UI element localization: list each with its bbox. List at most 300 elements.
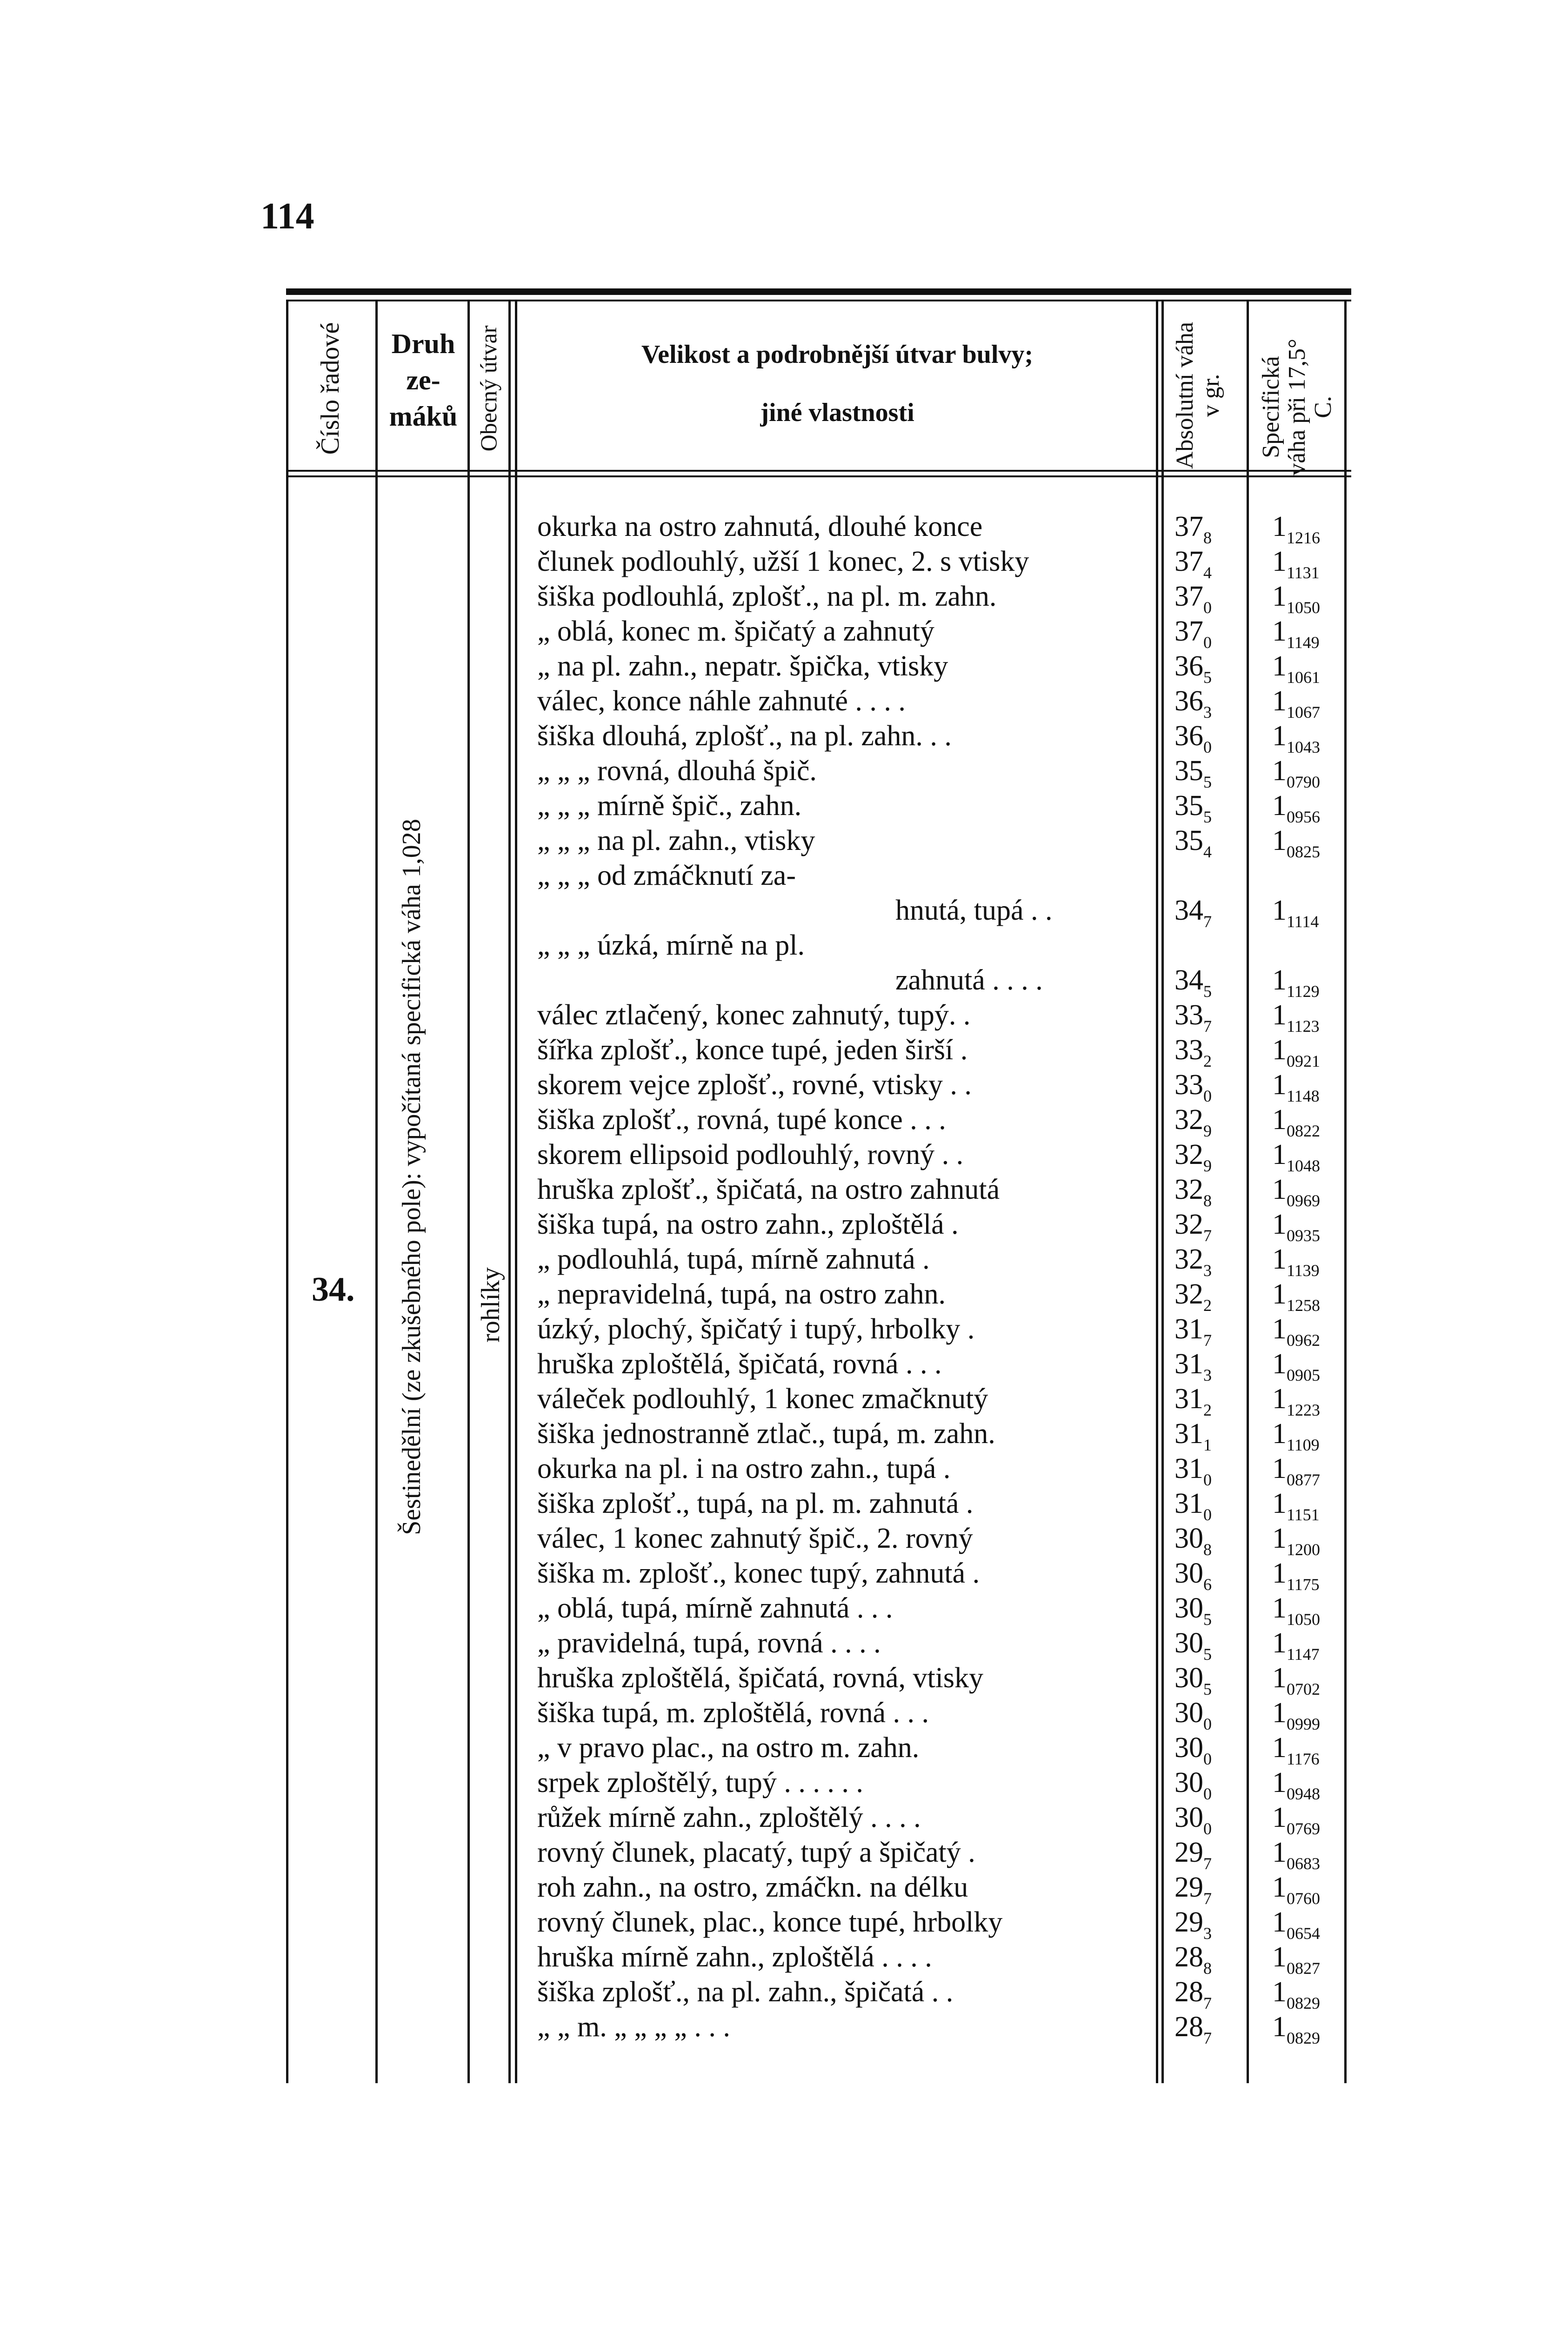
specific-weight-decimal: 1200 bbox=[1287, 1540, 1320, 1559]
table-row bbox=[286, 1940, 1351, 1978]
table-row bbox=[286, 823, 1351, 861]
specific-weight-decimal: 0790 bbox=[1287, 773, 1320, 791]
specific-weight-decimal: 1123 bbox=[1287, 1017, 1320, 1036]
absolute-weight-decimal: 5 bbox=[1203, 982, 1212, 1001]
specific-weight-decimal: 0654 bbox=[1287, 1924, 1320, 1943]
row-absolute-weight bbox=[1174, 1312, 1244, 1350]
specific-weight-decimal: 1043 bbox=[1287, 738, 1320, 756]
specific-weight-decimal: 0822 bbox=[1287, 1122, 1320, 1140]
row-specific-weight bbox=[1272, 893, 1351, 931]
absolute-weight-int: 34 bbox=[1174, 895, 1203, 926]
specific-weight-int: 1 bbox=[1272, 964, 1287, 996]
specific-weight-decimal: 0702 bbox=[1287, 1680, 1320, 1698]
header-specific-weight-text: Specifická váha při 17,5° C. bbox=[1258, 339, 1336, 475]
absolute-weight-int: 28 bbox=[1174, 1941, 1203, 1973]
row-absolute-weight bbox=[1174, 1870, 1244, 1908]
row-description: šířka zplošť., konce tupé, jeden širší . bbox=[537, 1034, 968, 1066]
specific-weight-int: 1 bbox=[1272, 999, 1287, 1031]
row-specific-weight bbox=[1272, 1451, 1351, 1489]
specific-weight-int: 1 bbox=[1272, 1139, 1287, 1170]
row-specific-weight bbox=[1272, 858, 1351, 893]
row-specific-weight bbox=[1272, 614, 1351, 652]
absolute-weight-int: 36 bbox=[1174, 685, 1203, 717]
table-row bbox=[286, 963, 1351, 1001]
row-absolute-weight bbox=[1174, 998, 1244, 1036]
specific-weight-decimal: 0905 bbox=[1287, 1366, 1320, 1384]
absolute-weight-decimal: 3 bbox=[1203, 703, 1212, 722]
row-specific-weight bbox=[1272, 719, 1351, 754]
specific-weight-decimal: 1131 bbox=[1287, 563, 1320, 582]
row-description: šiška tupá, na ostro zahn., zploštělá . bbox=[537, 1209, 959, 1240]
absolute-weight-decimal: 0 bbox=[1203, 1087, 1212, 1105]
table-row bbox=[286, 1242, 1351, 1280]
absolute-weight-decimal: 7 bbox=[1203, 1889, 1212, 1908]
absolute-weight-int: 35 bbox=[1174, 790, 1203, 822]
specific-weight-int: 1 bbox=[1272, 581, 1287, 612]
absolute-weight-int: 30 bbox=[1174, 1627, 1203, 1659]
row-specific-weight bbox=[1272, 544, 1351, 582]
row-absolute-weight bbox=[1174, 544, 1244, 582]
row-absolute-weight bbox=[1174, 893, 1244, 931]
table-row bbox=[286, 1521, 1351, 1559]
specific-weight-int: 1 bbox=[1272, 1557, 1287, 1589]
absolute-weight-decimal: 2 bbox=[1203, 1401, 1212, 1419]
specific-weight-decimal: 1050 bbox=[1287, 1610, 1320, 1629]
row-specific-weight bbox=[1272, 754, 1351, 789]
absolute-weight-int: 31 bbox=[1174, 1383, 1203, 1415]
table-row bbox=[286, 1626, 1351, 1664]
row-specific-weight bbox=[1272, 1905, 1351, 1943]
row-specific-weight bbox=[1272, 1835, 1351, 1873]
row-description: růžek mírně zahn., zploštělý . . . . bbox=[537, 1802, 921, 1833]
row-specific-weight bbox=[1272, 1556, 1351, 1594]
absolute-weight-int: 28 bbox=[1174, 2011, 1203, 2043]
table-row bbox=[286, 1661, 1351, 1696]
table-row bbox=[286, 1731, 1351, 1768]
row-absolute-weight bbox=[1174, 1347, 1244, 1382]
absolute-weight-int: 29 bbox=[1174, 1871, 1203, 1903]
header-rule-2 bbox=[286, 475, 1351, 477]
row-description: šiška zplošť., tupá, na pl. m. zahnutá . bbox=[537, 1488, 974, 1519]
table-row bbox=[286, 1103, 1351, 1140]
absolute-weight-decimal: 5 bbox=[1203, 773, 1212, 791]
absolute-weight-int: 30 bbox=[1174, 1523, 1203, 1554]
row-description: hruška zploštělá, špičatá, rovná . . . bbox=[537, 1348, 942, 1380]
row-absolute-weight bbox=[1174, 1800, 1244, 1838]
row-description: úzký, plochý, špičatý i tupý, hrbolky . bbox=[537, 1313, 975, 1345]
specific-weight-decimal: 0683 bbox=[1287, 1854, 1320, 1873]
absolute-weight-int: 33 bbox=[1174, 999, 1203, 1031]
absolute-weight-decimal: 8 bbox=[1203, 1959, 1212, 1978]
specific-weight-int: 1 bbox=[1272, 511, 1287, 542]
specific-weight-decimal: 0829 bbox=[1287, 1994, 1320, 2012]
table-row bbox=[286, 1172, 1351, 1210]
row-description: „ oblá, tupá, mírně zahnutá . . . bbox=[537, 1592, 893, 1624]
specific-weight-int: 1 bbox=[1272, 1453, 1287, 1484]
table-row bbox=[286, 789, 1351, 826]
absolute-weight-decimal: 5 bbox=[1203, 1645, 1212, 1664]
row-description: zahnutá . . . . bbox=[895, 964, 1043, 996]
row-absolute-weight bbox=[1174, 1451, 1244, 1489]
specific-weight-decimal: 0956 bbox=[1287, 808, 1320, 826]
row-specific-weight bbox=[1272, 963, 1351, 1001]
absolute-weight-decimal: 1 bbox=[1203, 1436, 1212, 1454]
absolute-weight-decimal: 9 bbox=[1203, 1122, 1212, 1140]
absolute-weight-int: 31 bbox=[1174, 1418, 1203, 1450]
absolute-weight-int: 32 bbox=[1174, 1104, 1203, 1136]
absolute-weight-int: 36 bbox=[1174, 720, 1203, 752]
row-absolute-weight bbox=[1174, 1696, 1244, 1731]
table-row bbox=[286, 614, 1351, 652]
specific-weight-decimal: 0825 bbox=[1287, 842, 1320, 861]
header-description-line2: jiné vlastnosti bbox=[760, 398, 914, 427]
specific-weight-decimal: 0948 bbox=[1287, 1785, 1320, 1803]
absolute-weight-decimal: 0 bbox=[1203, 1505, 1212, 1524]
table-row bbox=[286, 1137, 1351, 1175]
row-specific-weight bbox=[1272, 1591, 1351, 1629]
row-absolute-weight bbox=[1174, 684, 1244, 722]
specific-weight-decimal: 0769 bbox=[1287, 1819, 1320, 1838]
row-specific-weight bbox=[1272, 1696, 1351, 1731]
table-row bbox=[286, 1696, 1351, 1731]
specific-weight-int: 1 bbox=[1272, 825, 1287, 856]
specific-weight-int: 1 bbox=[1272, 1976, 1287, 2008]
absolute-weight-int: 33 bbox=[1174, 1069, 1203, 1101]
specific-weight-decimal: 0969 bbox=[1287, 1191, 1320, 1210]
specific-weight-int: 1 bbox=[1272, 615, 1287, 647]
table-row bbox=[286, 649, 1351, 687]
row-description: válec, konce náhle zahnuté . . . . bbox=[537, 685, 906, 717]
row-specific-weight bbox=[1272, 1347, 1351, 1382]
row-specific-weight bbox=[1272, 1417, 1351, 1454]
absolute-weight-decimal: 7 bbox=[1203, 2029, 1212, 2047]
specific-weight-decimal: 1258 bbox=[1287, 1296, 1320, 1315]
specific-weight-int: 1 bbox=[1272, 1209, 1287, 1240]
row-absolute-weight bbox=[1174, 1486, 1244, 1524]
table-row bbox=[286, 1870, 1351, 1908]
table-row bbox=[286, 1451, 1351, 1489]
row-description: roh zahn., na ostro, zmáčkn. na délku bbox=[537, 1871, 968, 1903]
absolute-weight-decimal: 0 bbox=[1203, 1750, 1212, 1768]
absolute-weight-decimal: 3 bbox=[1203, 1261, 1212, 1280]
row-absolute-weight bbox=[1174, 1765, 1244, 1803]
absolute-weight-decimal: 5 bbox=[1203, 1610, 1212, 1629]
row-absolute-weight bbox=[1174, 963, 1244, 1001]
specific-weight-decimal: 1061 bbox=[1287, 668, 1320, 687]
row-specific-weight bbox=[1272, 789, 1351, 826]
specific-weight-int: 1 bbox=[1272, 1802, 1287, 1833]
row-absolute-weight bbox=[1174, 1242, 1244, 1280]
row-description: hruška zplošť., špičatá, na ostro zahnutá bbox=[537, 1174, 1000, 1205]
table-row bbox=[286, 684, 1351, 722]
row-specific-weight bbox=[1272, 2010, 1351, 2045]
specific-weight-int: 1 bbox=[1272, 1278, 1287, 1310]
row-description: váleček podlouhlý, 1 konec zmačknutý bbox=[537, 1383, 988, 1415]
table-row bbox=[286, 2010, 1351, 2045]
row-absolute-weight bbox=[1174, 649, 1244, 687]
row-absolute-weight bbox=[1174, 789, 1244, 826]
specific-weight-decimal: 0877 bbox=[1287, 1470, 1320, 1489]
absolute-weight-decimal: 0 bbox=[1203, 738, 1212, 756]
row-absolute-weight bbox=[1174, 928, 1244, 963]
row-specific-weight bbox=[1272, 1521, 1351, 1559]
row-description: „ v pravo plac., na ostro m. zahn. bbox=[537, 1732, 920, 1764]
absolute-weight-decimal: 7 bbox=[1203, 1331, 1212, 1350]
row-specific-weight bbox=[1272, 649, 1351, 687]
row-absolute-weight bbox=[1174, 719, 1244, 754]
absolute-weight-decimal: 0 bbox=[1203, 1715, 1212, 1733]
top-rule-thick bbox=[286, 288, 1351, 295]
row-description: válec, 1 konec zahnutý špič., 2. rovný bbox=[537, 1523, 973, 1554]
row-description: „ „ „ mírně špič., zahn. bbox=[537, 790, 802, 822]
specific-weight-decimal: 1176 bbox=[1287, 1750, 1320, 1768]
specific-weight-decimal: 0999 bbox=[1287, 1715, 1320, 1733]
row-specific-weight bbox=[1272, 823, 1351, 861]
row-specific-weight bbox=[1272, 1975, 1351, 2010]
row-absolute-weight bbox=[1174, 1207, 1244, 1245]
table-row bbox=[286, 1417, 1351, 1454]
absolute-weight-int: 30 bbox=[1174, 1767, 1203, 1798]
absolute-weight-int: 32 bbox=[1174, 1209, 1203, 1240]
table-row bbox=[286, 1765, 1351, 1803]
specific-weight-int: 1 bbox=[1272, 720, 1287, 752]
row-description: válec ztlačený, konec zahnutý, tupý. . bbox=[537, 999, 971, 1031]
table-row bbox=[286, 1556, 1351, 1594]
row-specific-weight bbox=[1272, 579, 1351, 617]
specific-weight-int: 1 bbox=[1272, 1523, 1287, 1554]
page-number: 114 bbox=[260, 196, 314, 237]
specific-weight-int: 1 bbox=[1272, 1941, 1287, 1973]
row-specific-weight bbox=[1272, 998, 1351, 1036]
row-description: šiška m. zplošť., konec tupý, zahnutá . bbox=[537, 1557, 980, 1589]
specific-weight-int: 1 bbox=[1272, 1697, 1287, 1729]
row-absolute-weight bbox=[1174, 1172, 1244, 1210]
header-common-shape: Obecný útvar bbox=[475, 325, 501, 452]
row-description: „ nepravidelná, tupá, na ostro zahn. bbox=[537, 1278, 946, 1310]
table-row bbox=[286, 1347, 1351, 1382]
absolute-weight-int: 37 bbox=[1174, 511, 1203, 542]
row-description: „ na pl. zahn., nepatr. špička, vtisky bbox=[537, 650, 948, 682]
absolute-weight-decimal: 3 bbox=[1203, 1366, 1212, 1384]
absolute-weight-int: 29 bbox=[1174, 1837, 1203, 1868]
row-description: hruška zploštělá, špičatá, rovná, vtisky bbox=[537, 1662, 984, 1694]
specific-weight-int: 1 bbox=[1272, 650, 1287, 682]
table-row bbox=[286, 1033, 1351, 1068]
table-row bbox=[286, 1591, 1351, 1629]
row-description: rovný člunek, plac., konce tupé, hrbolky bbox=[537, 1906, 1003, 1938]
row-specific-weight bbox=[1272, 1103, 1351, 1140]
specific-weight-decimal: 1109 bbox=[1287, 1436, 1320, 1454]
absolute-weight-decimal: 7 bbox=[1203, 1226, 1212, 1245]
specific-weight-int: 1 bbox=[1272, 1243, 1287, 1275]
specific-weight-decimal: 0921 bbox=[1287, 1052, 1320, 1070]
absolute-weight-int: 30 bbox=[1174, 1697, 1203, 1729]
absolute-weight-decimal: 0 bbox=[1203, 1785, 1212, 1803]
specific-weight-int: 1 bbox=[1272, 1592, 1287, 1624]
table-row bbox=[286, 893, 1351, 931]
row-absolute-weight bbox=[1174, 1626, 1244, 1664]
entry-number: 34. bbox=[312, 1270, 355, 1309]
row-absolute-weight bbox=[1174, 1556, 1244, 1594]
specific-weight-int: 1 bbox=[1272, 1418, 1287, 1450]
specific-weight-decimal: 1151 bbox=[1287, 1505, 1320, 1524]
row-absolute-weight bbox=[1174, 1068, 1244, 1103]
specific-weight-decimal: 1148 bbox=[1287, 1087, 1320, 1105]
row-description: okurka na ostro zahnutá, dlouhé konce bbox=[537, 511, 983, 542]
absolute-weight-int: 31 bbox=[1174, 1348, 1203, 1380]
specific-weight-int: 1 bbox=[1272, 1906, 1287, 1938]
row-absolute-weight bbox=[1174, 1905, 1244, 1943]
specific-weight-decimal: 1216 bbox=[1287, 528, 1320, 547]
row-absolute-weight bbox=[1174, 1661, 1244, 1696]
row-description: šiška zplošť., rovná, tupé konce . . . bbox=[537, 1104, 946, 1136]
table-row bbox=[286, 1068, 1351, 1103]
specific-weight-int: 1 bbox=[1272, 1488, 1287, 1519]
header-description-line1: Velikost a podrobnější útvar bulvy; bbox=[641, 340, 1034, 369]
specific-weight-decimal: 1139 bbox=[1287, 1261, 1320, 1280]
specific-weight-int: 1 bbox=[1272, 790, 1287, 822]
row-specific-weight bbox=[1272, 684, 1351, 722]
row-specific-weight bbox=[1272, 1172, 1351, 1210]
row-specific-weight bbox=[1272, 1486, 1351, 1524]
absolute-weight-decimal: 9 bbox=[1203, 1156, 1212, 1175]
row-specific-weight bbox=[1272, 1870, 1351, 1908]
specific-weight-int: 1 bbox=[1272, 1104, 1287, 1136]
specific-weight-decimal: 0827 bbox=[1287, 1959, 1320, 1978]
row-specific-weight bbox=[1272, 509, 1351, 547]
row-description: hruška mírně zahn., zploštělá . . . . bbox=[537, 1941, 932, 1973]
absolute-weight-int: 37 bbox=[1174, 581, 1203, 612]
table-row bbox=[286, 858, 1351, 893]
table-row bbox=[286, 1800, 1351, 1838]
specific-weight-decimal: 1147 bbox=[1287, 1645, 1320, 1664]
specific-weight-decimal: 1050 bbox=[1287, 598, 1320, 617]
row-description: „ „ „ rovná, dlouhá špič. bbox=[537, 755, 817, 787]
table-row bbox=[286, 1207, 1351, 1245]
specific-weight-int: 1 bbox=[1272, 1174, 1287, 1205]
row-specific-weight bbox=[1272, 1382, 1351, 1417]
specific-weight-int: 1 bbox=[1272, 1069, 1287, 1101]
row-description: šiška zplošť., na pl. zahn., špičatá . . bbox=[537, 1976, 954, 2008]
absolute-weight-decimal: 3 bbox=[1203, 1924, 1212, 1943]
table-row bbox=[286, 509, 1351, 547]
row-absolute-weight bbox=[1174, 1033, 1244, 1068]
row-description: šiška podlouhlá, zplošť., na pl. m. zahn. bbox=[537, 581, 997, 612]
absolute-weight-decimal: 8 bbox=[1203, 528, 1212, 547]
specific-weight-decimal: 1149 bbox=[1287, 633, 1320, 652]
absolute-weight-int: 30 bbox=[1174, 1802, 1203, 1833]
absolute-weight-decimal: 6 bbox=[1203, 1575, 1212, 1594]
common-shape: rohlíky bbox=[476, 1267, 505, 1343]
absolute-weight-int: 37 bbox=[1174, 546, 1203, 577]
row-absolute-weight bbox=[1174, 1103, 1244, 1140]
absolute-weight-int: 30 bbox=[1174, 1662, 1203, 1694]
row-specific-weight bbox=[1272, 1277, 1351, 1315]
header-absolute-weight-text: Absolutní váha v gr. bbox=[1172, 321, 1224, 469]
table-row bbox=[286, 754, 1351, 789]
absolute-weight-decimal: 5 bbox=[1203, 1680, 1212, 1698]
absolute-weight-int: 36 bbox=[1174, 650, 1203, 682]
row-description: „ „ m. „ „ „ „ . . . bbox=[537, 2011, 730, 2043]
row-specific-weight bbox=[1272, 1765, 1351, 1803]
absolute-weight-int: 32 bbox=[1174, 1278, 1203, 1310]
header-serial-number: Číslo řadové bbox=[316, 322, 345, 455]
absolute-weight-int: 32 bbox=[1174, 1139, 1203, 1170]
header-absolute-weight bbox=[1172, 319, 1228, 472]
specific-weight-decimal: 1067 bbox=[1287, 703, 1320, 722]
specific-weight-int: 1 bbox=[1272, 1383, 1287, 1415]
row-description: „ „ „ od zmáčknutí za- bbox=[537, 860, 796, 891]
absolute-weight-int: 31 bbox=[1174, 1488, 1203, 1519]
specific-weight-int: 1 bbox=[1272, 685, 1287, 717]
row-specific-weight bbox=[1272, 928, 1351, 963]
absolute-weight-decimal: 4 bbox=[1203, 842, 1212, 861]
absolute-weight-decimal: 8 bbox=[1203, 1540, 1212, 1559]
row-absolute-weight bbox=[1174, 1940, 1244, 1978]
table-row bbox=[286, 1382, 1351, 1417]
specific-weight-decimal: 0962 bbox=[1287, 1331, 1320, 1350]
row-specific-weight bbox=[1272, 1312, 1351, 1350]
row-specific-weight bbox=[1272, 1626, 1351, 1664]
table-row bbox=[286, 1486, 1351, 1524]
absolute-weight-decimal: 7 bbox=[1203, 1994, 1212, 2012]
absolute-weight-decimal: 2 bbox=[1203, 1052, 1212, 1070]
absolute-weight-int: 35 bbox=[1174, 825, 1203, 856]
absolute-weight-int: 30 bbox=[1174, 1732, 1203, 1764]
absolute-weight-decimal: 5 bbox=[1203, 808, 1212, 826]
specific-weight-int: 1 bbox=[1272, 1348, 1287, 1380]
row-description: „ podlouhlá, tupá, mírně zahnutá . bbox=[537, 1243, 930, 1275]
table-row bbox=[286, 579, 1351, 617]
absolute-weight-int: 28 bbox=[1174, 1976, 1203, 2008]
absolute-weight-decimal: 0 bbox=[1203, 1470, 1212, 1489]
row-absolute-weight bbox=[1174, 509, 1244, 547]
row-absolute-weight bbox=[1174, 858, 1244, 893]
row-absolute-weight bbox=[1174, 823, 1244, 861]
absolute-weight-decimal: 0 bbox=[1203, 598, 1212, 617]
absolute-weight-decimal: 4 bbox=[1203, 563, 1212, 582]
row-description: skorem ellipsoid podlouhlý, rovný . . bbox=[537, 1139, 964, 1170]
absolute-weight-int: 33 bbox=[1174, 1034, 1203, 1066]
specific-weight-decimal: 0760 bbox=[1287, 1889, 1320, 1908]
row-absolute-weight bbox=[1174, 614, 1244, 652]
table-row bbox=[286, 719, 1351, 754]
header-variety-line3: máků bbox=[389, 401, 458, 432]
row-description: rovný člunek, placatý, tupý a špičatý . bbox=[537, 1837, 975, 1868]
absolute-weight-int: 30 bbox=[1174, 1592, 1203, 1624]
absolute-weight-decimal: 5 bbox=[1203, 668, 1212, 687]
specific-weight-decimal: 1129 bbox=[1287, 982, 1320, 1001]
specific-weight-int: 1 bbox=[1272, 1767, 1287, 1798]
row-description: skorem vejce zplošť., rovné, vtisky . . bbox=[537, 1069, 972, 1101]
absolute-weight-int: 37 bbox=[1174, 615, 1203, 647]
row-specific-weight bbox=[1272, 1207, 1351, 1245]
specific-weight-int: 1 bbox=[1272, 2011, 1287, 2043]
specific-weight-int: 1 bbox=[1272, 1313, 1287, 1345]
specific-weight-decimal: 1223 bbox=[1287, 1401, 1320, 1419]
specific-weight-int: 1 bbox=[1272, 755, 1287, 787]
absolute-weight-int: 31 bbox=[1174, 1313, 1203, 1345]
row-absolute-weight bbox=[1174, 1382, 1244, 1417]
absolute-weight-decimal: 7 bbox=[1203, 1854, 1212, 1873]
row-description: šiška dlouhá, zplošť., na pl. zahn. . . bbox=[537, 720, 952, 752]
row-absolute-weight bbox=[1174, 1277, 1244, 1315]
table-row bbox=[286, 1312, 1351, 1350]
absolute-weight-int: 30 bbox=[1174, 1557, 1203, 1589]
row-description: srpek zploštělý, tupý . . . . . . bbox=[537, 1767, 863, 1798]
row-description: „ oblá, konec m. špičatý a zahnutý bbox=[537, 615, 934, 647]
absolute-weight-int: 32 bbox=[1174, 1243, 1203, 1275]
